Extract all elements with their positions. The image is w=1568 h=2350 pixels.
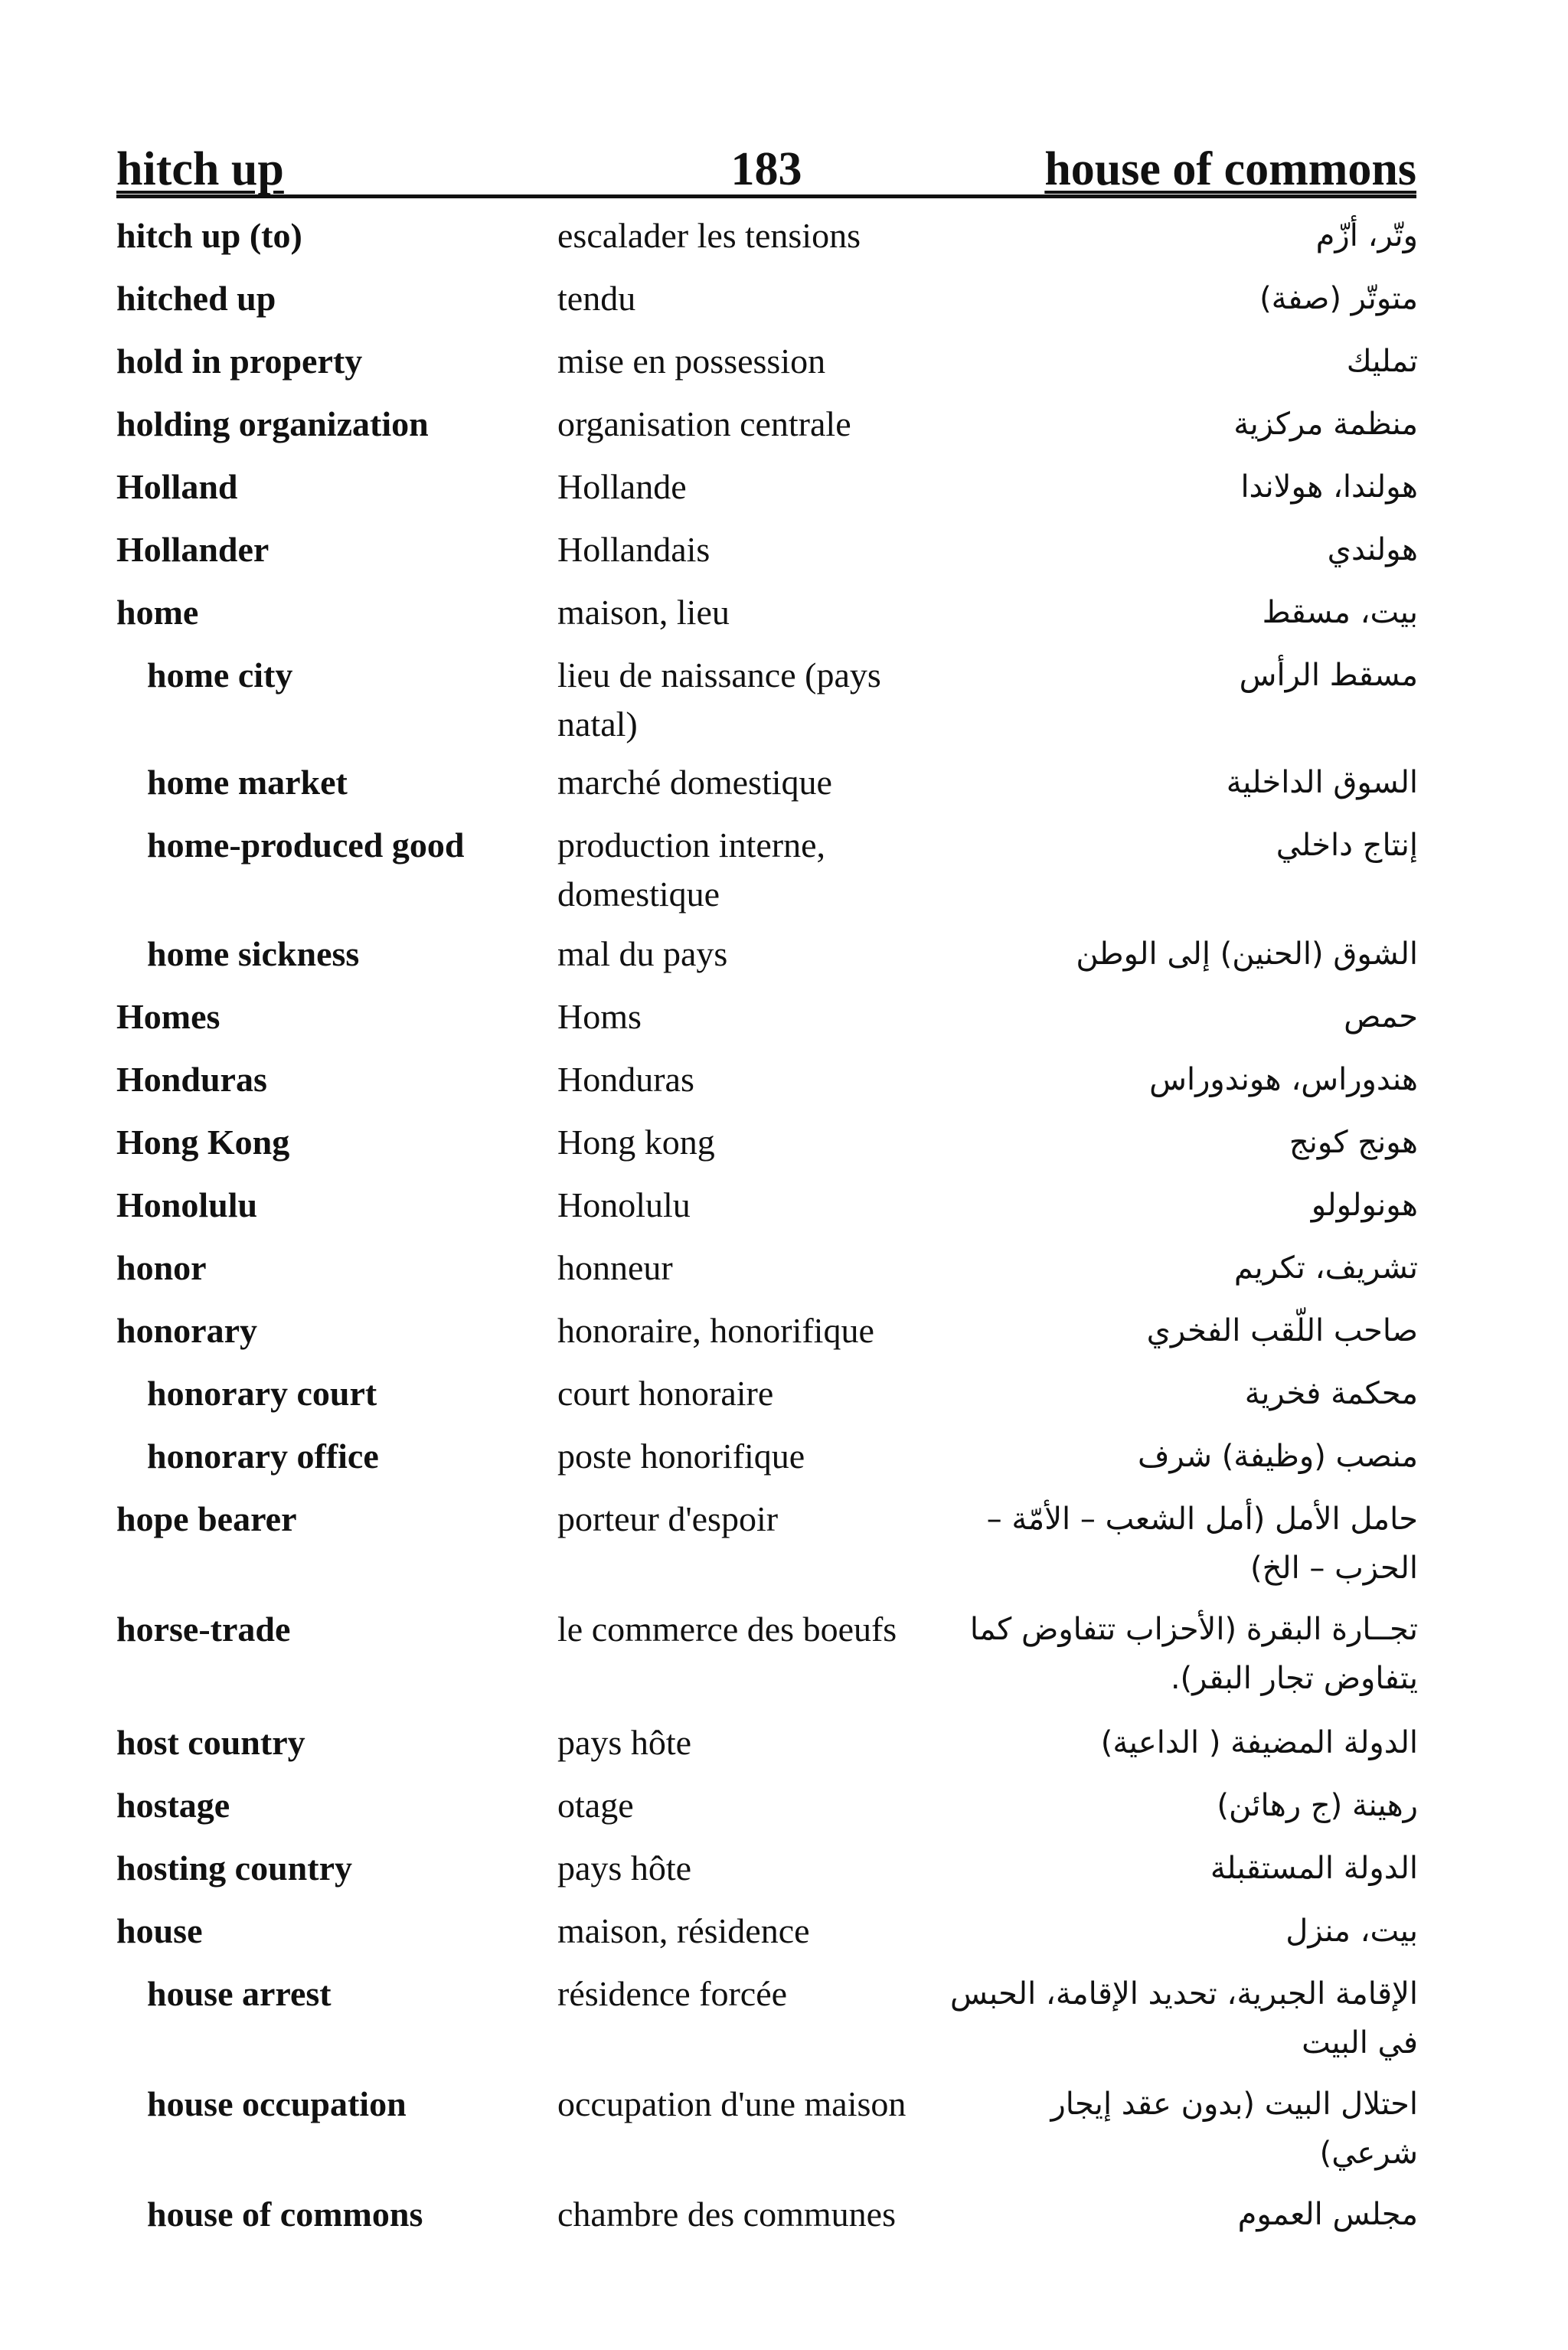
entry-french: production interne, domestique — [557, 825, 826, 914]
entry-french: résidence forcée — [557, 1974, 788, 2013]
entry-french: chambre des communes — [557, 2195, 896, 2234]
entry-term: honorary office — [147, 1436, 379, 1476]
entry-french: mal du pays — [557, 934, 728, 973]
entry-arabic: إنتاج داخلي — [1276, 828, 1418, 863]
entry-term: hold in property — [116, 342, 363, 381]
entry-term: home city — [147, 655, 293, 695]
entry-arabic: صاحب اللّقب الفخري — [1146, 1313, 1418, 1348]
entry-arabic: هندوراس، هوندوراس — [1149, 1062, 1418, 1097]
entry-arabic: تمليك — [1346, 344, 1418, 379]
entry-french: maison, lieu — [557, 593, 730, 632]
entry-term: honor — [116, 1248, 207, 1287]
entry-french: honoraire, honorifique — [557, 1311, 874, 1350]
entry-french: honneur — [557, 1248, 673, 1287]
entry-french: Homs — [557, 997, 642, 1036]
entry-term: hope bearer — [116, 1499, 297, 1538]
entry-term: home market — [147, 763, 348, 802]
entry-term: honorary — [116, 1311, 257, 1350]
entry-french: pays hôte — [557, 1723, 692, 1762]
entry-french: tendu — [557, 279, 636, 318]
entry-arabic: تشريف، تكريم — [1233, 1250, 1418, 1286]
entry-french: mise en possession — [557, 342, 826, 381]
entry-term: Honolulu — [116, 1185, 258, 1224]
entry-term: Hollander — [116, 530, 270, 569]
entry-arabic: مجلس العموم — [1237, 2197, 1418, 2232]
header-last-entry: house of commons — [1044, 143, 1416, 195]
page-header — [116, 130, 1416, 198]
entry-french: otage — [557, 1786, 634, 1825]
entry-french: porteur d'espoir — [557, 1499, 779, 1538]
entry-french: Hong kong — [557, 1123, 715, 1162]
entry-term: honorary court — [147, 1374, 377, 1413]
entry-arabic: الدولة المضيفة ( الداعية) — [1100, 1725, 1418, 1760]
entry-french: Honolulu — [557, 1185, 691, 1224]
entry-term: hitch up (to) — [116, 216, 302, 255]
entry-french: Hollande — [557, 467, 687, 506]
entry-arabic: بيت، منزل — [1285, 1914, 1418, 1949]
entry-french: court honoraire — [557, 1374, 774, 1413]
entry-term: Hong Kong — [116, 1123, 290, 1162]
page-number: 183 — [730, 143, 802, 195]
entry-term: house occupation — [147, 2084, 407, 2123]
entry-arabic: الدولة المستقبلة — [1210, 1851, 1418, 1886]
entry-term: hitched up — [116, 279, 276, 318]
entry-term: host country — [116, 1723, 305, 1762]
entry-term: hostage — [116, 1786, 230, 1825]
entry-french: lieu de naissance (pays natal) — [557, 655, 881, 744]
entry-arabic: متوتّر (صفة) — [1259, 281, 1418, 316]
entry-term: home — [116, 593, 199, 632]
entry-french: le commerce des boeufs — [557, 1610, 897, 1649]
entry-arabic: هونج كونج — [1289, 1125, 1418, 1160]
entry-french: occupation d'une maison — [557, 2084, 906, 2123]
entry-term: horse-trade — [116, 1610, 291, 1649]
entry-term: home-produced good — [147, 825, 465, 864]
entry-arabic: وتّر، أزّم — [1315, 218, 1418, 253]
entry-term: Homes — [116, 997, 220, 1036]
entry-french: Honduras — [557, 1060, 694, 1099]
entry-arabic: الشوق (الحنين) إلى الوطن — [1076, 936, 1418, 972]
entry-term: holding organization — [116, 404, 429, 443]
entry-term: house arrest — [147, 1974, 332, 2013]
entry-arabic: مسقط الرأس — [1239, 658, 1418, 693]
entry-arabic: الإقامة الجبرية، تحديد الإقامة، الحبس في البيت — [950, 1976, 1418, 2061]
entry-arabic: احتلال البيت (بدون عقد إيجار شرعي) — [1050, 2087, 1418, 2171]
entry-term: hosting country — [116, 1848, 352, 1888]
entry-term: Holland — [116, 467, 238, 506]
entry-term: home sickness — [147, 934, 360, 973]
entry-arabic: بيت، مسقط — [1262, 595, 1418, 630]
entry-french: marché domestique — [557, 763, 832, 802]
header-first-entry: hitch up — [116, 143, 284, 195]
entry-arabic: تجــارة البقرة (الأحزاب تتفاوض كما يتفاوض تجار البقر). — [969, 1612, 1418, 1696]
entry-term: Honduras — [116, 1060, 267, 1099]
entry-arabic: هونولولو — [1311, 1188, 1418, 1223]
entry-french: pays hôte — [557, 1848, 692, 1888]
entry-french: organisation centrale — [557, 404, 851, 443]
entry-term: house of commons — [147, 2195, 423, 2234]
entry-arabic: منصب (وظيفة) شرف — [1137, 1439, 1418, 1474]
entry-arabic: السوق الداخلية — [1226, 765, 1418, 800]
entry-french: Hollandais — [557, 530, 710, 569]
entry-arabic: حامل الأمل (أمل الشعب – الأمّة – الحزب – الخ) — [986, 1502, 1418, 1586]
entry-arabic: منظمة مركزية — [1233, 407, 1418, 442]
entry-term: house — [116, 1911, 203, 1950]
entry-arabic: محكمة فخرية — [1244, 1376, 1418, 1411]
entry-arabic: حمص — [1344, 999, 1418, 1034]
entry-french: maison, résidence — [557, 1911, 810, 1950]
entry-french: escalader les tensions — [557, 216, 861, 255]
entry-arabic: هولندا، هولاندا — [1240, 469, 1418, 505]
entry-arabic: هولندي — [1327, 532, 1418, 567]
entry-french: poste honorifique — [557, 1436, 805, 1476]
entry-arabic: رهينة (ج رهائن) — [1217, 1788, 1418, 1823]
